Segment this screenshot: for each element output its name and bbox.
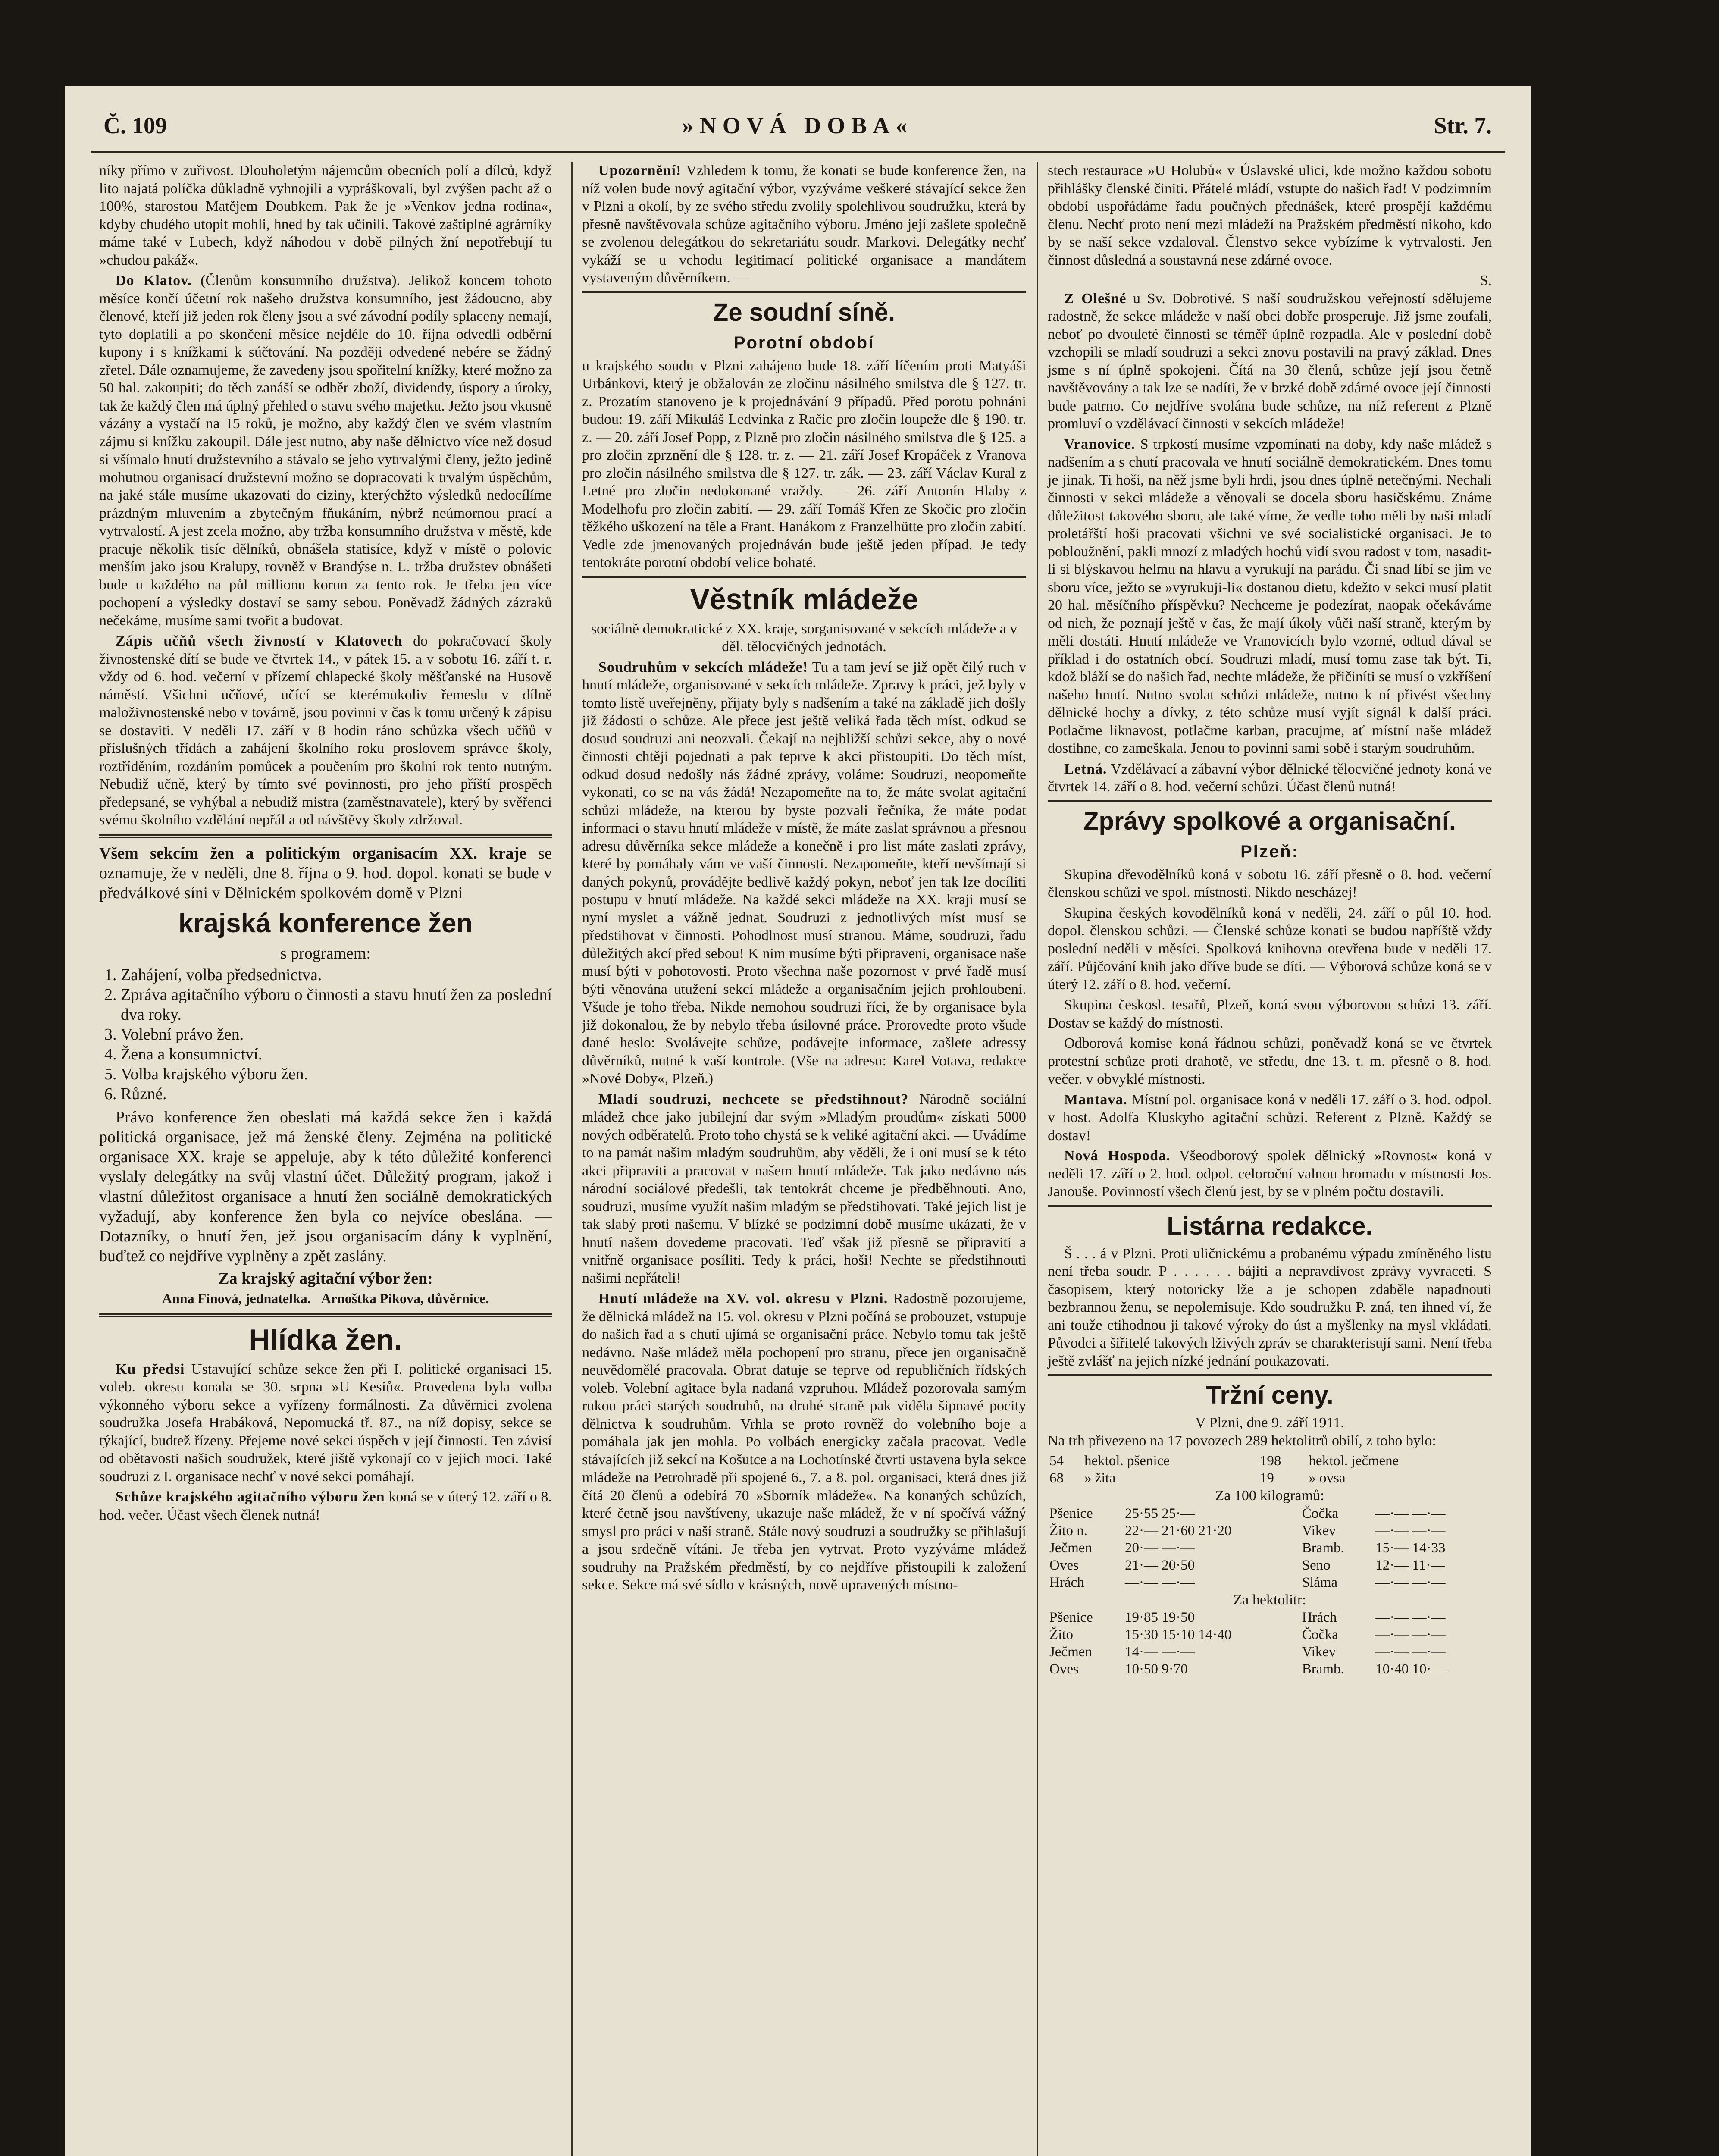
table-cell: Žito	[1049, 1627, 1073, 1642]
table-cell: —·— —·—	[1375, 1523, 1446, 1539]
article-text: Ustavující schůze sekce žen při I. politické organisaci 15. voleb. okresu konala se 30. srpna »U Kesiů«. Provedena byla volba výkonného výboru sekce a vyřízeny formálnosti. Za důvěrnici zvolena soudružka Josefa Hrabáková, Nepomucká tř. 87., na níž dopisy, sekce se týkající, budtež řízeny. Přejeme nové sekci úspěch v její činnosti. Ten závisí od obětavosti našich soudružek, které jiště vykonají co v jejich moci. Také soudruzi z I. organisace nechť v nové sekci pomáhají.	[99, 1361, 552, 1485]
table-row	[1048, 1539, 1492, 1557]
table-row	[1048, 1470, 1492, 1487]
table-cell: Hrách	[1049, 1574, 1084, 1590]
market-per-kg-table	[1048, 1505, 1492, 1591]
article-court: u krajského soudu v Plzni zahájeno bude 18. září líčením proti Matyáši Urbánkovi, který je obžalován ze zločinu násilného smilstva dle § 127. tr. z. Prozatím stanoveno je k projednávání 9 případů. Před porotu pohnáni budou: 19. září Mikuláš Ledvinka z Račic pro zločin loupeže dle § 190. tr. z. — 20. září Josef Popp, z Plzně pro zločin násilného smilstva dle § 125. a pro zločin zprznění dle § 128. tr. z. — 21. září Josef Kropáček z Vranova pro zločin násilného smilstva dle § 127. tr. zák. — 23. září Václav Kural z Letné pro zločin nedokonané vraždy. — 26. září Antonín Hlaby z Modelhofu pro zločin zabití. — 29. září Tomáš Křen ze Skočic pro zločin těžkého uškození na těle a Frant. Hanákom z Franzelhütte pro zločin zabití. Vedle zde jmenovaných projednáván bude ještě jeden případ. Je tedy tentokráte porotní období velice bohaté.	[582, 357, 1026, 570]
table-cell: Sláma	[1302, 1574, 1338, 1590]
table-cell: Vikev	[1302, 1523, 1336, 1539]
notice-body: Právo konference žen obeslati má každá sekce žen i každá politická organisace, jež má ženské členy. Zejména na politické organisace XX. kraje se appeluje, aby k této důležité konferenci vyslaly delegátky na svůj vlastní účet. Důležitý program, jakož i vlastní důležitost organisace a hnutí žen sociálně demokratických vyžadují, aby konference žen byla co nejvíce obeslána. — Dotazníky, o hnutí žen, jež jsou organisacím dány k vyplnění, buďtež co nejdříve vyplněny a zpět zaslány.	[99, 1108, 552, 1265]
newspaper-title: »NOVÁ DOBA«	[682, 113, 914, 138]
notice-item: Odborová komise koná řádnou schůzi, poněvadž koná se ve čtvrtek protestní schůze proti drahotě, ve středu, dne 13. t. m. přesně o 8. hod. večer. v obvyklé místnosti.	[1048, 1035, 1492, 1087]
table-cell: Ječmen	[1049, 1540, 1092, 1556]
article-lead: Do Klatov.	[116, 273, 192, 288]
newspaper-page	[65, 86, 1531, 2156]
listarna-item: Š . . . á v Plzni. Proti uličnickému a probanému výpadu zmíněného listu není třeba soudr. P . . . . . . bájiti a nepravdivost zprávy vyvraceti. S časopisem, který notoricky lže a je schopen zdaběle napadnouti bezbrannou ženu, se nepolemisuje. Kdo soudružku P. zná, ten ihned ví, že ani touže ctihodnou ji takové výroky do úst a myšlenky na mysl vkládati. Původci a šiřitelé takových lživých zpráv se charakterisují sami. Není třeba ještě zvlášť na jejich nízké jednání poukazovati.	[1048, 1245, 1492, 1369]
section-title-spolky: Zprávy spolkové a organisační.	[1083, 807, 1456, 835]
article-signature: S.	[1480, 273, 1492, 288]
divider	[582, 291, 1026, 293]
notice-subtitle: s programem:	[280, 944, 371, 962]
article-lead: Z Olešné	[1064, 290, 1127, 307]
table-row	[1048, 1505, 1492, 1522]
masthead	[91, 103, 1505, 153]
article-text: níky přímo v zuřivost. Dlouholetým nájemcům obecních polí a dílců, když lito najatá políčka důkladně vyhnojili a vypráškovali, byl zvýšen pacht až o 100%, starostou Matějem Doubkem. Pak že je »Venkov jedna rodina«, kdyby chudého utopit mohli, hned by tak učinili. Takové zaštiplné agrárníky máme také v Lubech, když náhodou v době pilných žní nepotřebují tu »chudou pakáž«.	[99, 163, 552, 268]
market-supply-table	[1048, 1452, 1492, 1487]
divider	[582, 576, 1026, 578]
table-cell: Seno	[1302, 1557, 1331, 1573]
table-cell: —·— —·—	[1375, 1505, 1446, 1521]
article-ku-predsi	[99, 1360, 552, 1486]
per-kg-heading: Za 100 kilogramů:	[1215, 1488, 1324, 1504]
program-item: 2. Zpráva agitačního výboru o činnosti a stavu hnutí žen za poslední dva roky.	[121, 985, 552, 1025]
divider	[1048, 800, 1492, 802]
section-title-listarna: Listárna redakce.	[1167, 1212, 1373, 1240]
divider	[99, 834, 552, 838]
article-lead: Schůze krajského agitačního výboru žen	[116, 1489, 385, 1505]
article-text: u Sv. Dobrotivé. S naší soudružskou veřejností sdělujeme radostně, že sekce mládeže v naší obci dobře prosperuje. Již jsme zoufali, neboť po dvouleté činnosti se téměř úplně rozpadla. Ale v poslední době vzchopili se mladí soudruzi a sekci znovu postavili na pravý základ. Dnes jsme s ní úplně spokojeni. Čítá na 30 členů, schůze její jsou četně navštěvovány a tak lze se nadíti, že v brzké době zdárné ovoce její činnosti bude patrno. Co nejdříve svolána bude schůze, na níž referent z Plzně promluví o vzdělávací činnosti v sekcích mládeže!	[1048, 290, 1492, 432]
market-date: V Plzni, dne 9. září 1911.	[1195, 1415, 1344, 1431]
table-row	[1048, 1609, 1492, 1626]
article-text: Místní pol. organisace koná v neděli 17. září o 3. hod. odpol. v host. Adolfa Kluskyho agitační schůzi. Referent z Plzně. Každý se dostav!	[1048, 1091, 1492, 1144]
table-cell: 198	[1259, 1453, 1281, 1469]
column-2	[571, 162, 1026, 2156]
table-cell: Bramb.	[1302, 1540, 1344, 1556]
table-cell: 19	[1259, 1470, 1274, 1486]
article-mladi-soudruzi	[582, 1091, 1026, 1288]
divider	[99, 1313, 552, 1317]
article-lead: Mladí soudruzi, nechcete se předstihnout?	[598, 1091, 909, 1107]
table-cell: —·— —·—	[1375, 1610, 1446, 1625]
article-text: Vzdělávací a zábavní výbor dělnické tělocvičné jednoty koná ve čtvrtek 14. září o 8. hod. večerní schůzi. Účast členů nutná!	[1048, 761, 1492, 795]
table-cell: Čočka	[1302, 1627, 1339, 1642]
program-item: 3. Volební právo žen.	[121, 1025, 552, 1044]
article-text: S trpkostí musíme vzpomínati na doby, kdy naše mládež s nadšením a s chutí pracovala ve hnutí sociálně demokratickém. Dnes tomu je jinak. Ti hoši, na něž jsme byli hrdi, jsou dnes úplně netečnými. Nechali činnosti v sekci mládeže a věnovali se docela sboru hasičskému. Známe důležitost takového sboru, ale také víme, že vedle toho měli by naši mladí proletářští hoši pracovati všichni ve své socialistické organisaci. Je to pobloužnění, pakli mnozí z mladých hochů vidí svou radost v tom, nasadit-li si blýskavou helmu na hlavu a vyrukují na parádu. Či snad líbí se jim ve sboru více, ježto se »vyrukuji-li« dostanou dietu, kdežto v sekci musí platit 20 hal. měsíčního příspěvku? Nechceme je podezírat, naopak očekáváme od nich, že poznají ještě v čas, že mají úkoly vůči naší straně, kterým by měli dostáti. Hnutí mládeže ve Vranovicích bylo vzorné, odtud dával se příklad i do ostatních obcí. Soudruzi mladí, musí tomu zase tak být. Ti, kdož bláží se do našich řad, nechte mládeže, že přičiníti se musí o vzkříšení našeho hnutí. Nutno svolat schůzi mládeže, nutno k ní přivést všechny dělnické hochy a dívky, z této schůze musí vyjít signál k další práci. Potlačme liknavost, potlačme karban, pracujme, ať místní naše mládež dostihne, co zameškala. Jenou to povinni sami sobě i starým soudruhům.	[1048, 436, 1492, 756]
market-intro: Na trh přivezeno na 17 povozech 289 hektolitrů obilí, z toho bylo:	[1048, 1432, 1436, 1449]
article-text: Radostně pozorujeme, že dělnická mládež na 15. vol. okresu v Plzni počíná se probouzet, vstupuje do našich řad a s chutí ujímá se organisační práce. Nebylo tomu tak ještě nedávno. Naše mládež měla pochopení pro stranu, přece jen organisačně neuvědomělé pracovala. Obrat datuje se teprve od republičních řídských voleb. Volební agitace byla nadaná vzpruhou. Mládež pozorovala samým rukou práci starých soudruhů, na druhé straně pak viděla šipnavé pocity dělnictva k soudruhům. Vrhla se proto rovněž do volebního boje a pomáhala jak jen mohla. Po volbách energicky začala pracovat. Vedle stávajících již sekcí na Košutce a na Lochotínské čtvrti ustavena byla sekce mládeže na Petrohradě při spojené 6., 7. a 8. pol. organisaci, která dnes již čítá 20 členů a odebírá 70 »Sborník mládeže«. Na konaných schůzích, které četně jsou navštíveny, ukazuje naše mládež, že v ní spočívá vážný smysl pro práci v naší straně. Stále nový soudruzi a soudružky se přihlašují a jsou srdečně vítáni. Je třeba jen vytrvat. Proto vyzýváme mládež soudruhy na Pražském předměstí, by co nejdříve přistoupili k založení sekce. Sekce má své sídlo v krásných, nově upravených místno-	[582, 1291, 1026, 1593]
table-cell: 22·— 21·60 21·20	[1124, 1523, 1232, 1539]
section-title-hlidka: Hlídka žen.	[249, 1323, 402, 1356]
article-lead: Ku předsi	[116, 1361, 185, 1377]
table-cell: 25·55 25·—	[1124, 1505, 1195, 1521]
divider	[1048, 1205, 1492, 1207]
table-cell: —·— —·—	[1375, 1627, 1446, 1642]
program-item: 1. Zahájení, volba předsednictva.	[121, 965, 552, 985]
table-cell: Čočka	[1302, 1505, 1339, 1521]
table-cell: 15·— 14·33	[1375, 1540, 1446, 1556]
article-letna	[1048, 760, 1492, 796]
article-zapis-ucnu	[99, 632, 552, 829]
article-lead: Letná.	[1064, 761, 1107, 777]
issue-number: Č. 109	[103, 113, 167, 138]
table-row	[1048, 1661, 1492, 1678]
article-lead: Nová Hospoda.	[1064, 1148, 1171, 1164]
table-cell: 15·30 15·10 14·40	[1124, 1627, 1232, 1642]
section-subtitle-court: Porotní období	[733, 333, 875, 352]
signature-jednatelka: Anna Finová, jednatelka.	[162, 1290, 311, 1306]
article-text: Vzhledem k tomu, že konati se bude konference žen, na níž volen bude nový agitační výbor, vyzýváme veškeré stávající sekce žen v Plzni a okolí, by ze svého středu zvolily spolehlivou soudružku, která by přesně navštěvovala schůze agitačního výboru. Jméno její zašlete společně se zvolenou delegátkou do sekretariátu soudr. Markovi. Delegátky nechť vykáží se u vchodu legitimací politické organisace a mandátem vystaveným důvěrníkem. —	[582, 163, 1026, 286]
table-cell: Hrách	[1302, 1610, 1337, 1625]
article-lead: Mantava.	[1064, 1091, 1127, 1108]
article-text: (Členům konsumního družstva). Jelikož koncem tohoto měsíce končí účetní rok našeho družstva konsumního, jest žádoucno, aby členové, kteří již jeden rok členy jsou a své závodní podíly splaceny nemají, tyto doplatili a po skončení měsíce nejdéle do 10. října odvedli odběrní kupony i s knížkami k súčtování. Na později odvedené nebére se žádný zřetel. Dále oznamujeme, že zavedeny jsou spořitelní knížky, které možno za 50 hal. zakoupiti; do těch zanáší se odběr zboží, dividendy, úspory a úroky, tak že každý člen má úplný přehled o stavu svého majetku. Ježto jsou vkusně vázány a vystačí na 15 roků, je možno, aby každý člen ve svém vlastním zájmu si knížku zakoupil. Dále jest nutno, aby naše dělnictvo více než dosud si všímalo hnutí družstevního a stávalo se jeho vytrvalými členy, ježto jedině mohutnou organisací družstevní možno se dopracovati k trvalým úspěchům, na jaké stále musíme ukazovati do ciziny, kterýchžto výsledků nedocílíme prázdným mluvením a zbytečným fňukáním, nýbrž neúmornou prací a vytrvalostí. A jest zcela možno, aby tržba konsumního družstva v městě, kde pracuje několik tisíc dělníků, obnášela statisíce, když v místě o polovic menším jako jsou Kralupy, rovněž v Brandýse n. L. tržba družstev obnášeti bude u každého na půl millionu korun za tento rok. Je třeba jen více pochopení a výsledky dostaví se samy sebou. Poněvadž žádných zázraků nečekáme, musíme sami tvořit a budovat.	[99, 273, 552, 629]
table-cell: 68	[1049, 1470, 1064, 1486]
table-cell: Ječmen	[1049, 1644, 1092, 1660]
table-cell: Oves	[1049, 1661, 1079, 1677]
table-cell: » žita	[1084, 1470, 1116, 1486]
table-row	[1048, 1626, 1492, 1643]
market-per-hl-table	[1048, 1609, 1492, 1678]
table-cell: —·— —·—	[1375, 1644, 1446, 1660]
table-cell: 14·— —·—	[1124, 1644, 1195, 1660]
table-row	[1048, 1557, 1492, 1574]
table-cell: —·— —·—	[1375, 1574, 1446, 1590]
table-cell: 20·— —·—	[1124, 1540, 1195, 1556]
article-upozorneni	[582, 162, 1026, 287]
signature-duvernice: Arnoštka Pikova, důvěrnice.	[321, 1290, 489, 1306]
article-text: stech restaurace »U Holubů« v Úslavské ulici, kde možno každou sobotu přihlášky členské činiti. Přátelé mládí, vstupte do našich řad! V podzimním období uspořádáme řadu poučných přednášek, které prospějí každému členu. Nechť proto není mezi mládeží na Pražském předměstí nikoho, kdo by se naší sekce vzdaloval. Členstvo sekce vybízíme k vytrvalosti. Jen činnost důsledná a soustavná nese zdárné ovoce.	[1048, 163, 1492, 268]
section-subtitle-spolky: Plzeň:	[1240, 842, 1299, 861]
table-row	[1048, 1522, 1492, 1539]
article-text: Tu a tam jeví se již opět čilý ruch v hnutí mládeže, organisované v sekcích mládeže. Zpravy k práci, jež byly v tomto listě uveřejněny, přijaty byly s nadšením a také na základě jich došly již žádosti o schůze. Ale přece jest ještě veliká řada těch míst, odkud se dosud soudruzi ani neozvali. Čekají na nejbližší schůzi sekce, aby o nové činnosti chtěji pojednati a pak teprve k akci přistoupiti. Do těch míst, odkud dosud nedošly nás žádné zprávy, voláme: Soudruzi, neopomeňte vykonati, co se na vás žádá! Nezapomeňte na to, že máte svolat agitační schůzi mládeže, na kterou by byste pozvali řečníka, že máte podat informaci o stavu hnutí mládeže v místě, že máte zaslat správnou a přesnou adresu důvěrníka sekce mládeže a konečně i pro list máte zaslati zprávy, které by pomáhaly vám ve vaší činnosti. Nezapomeňte, kteří nevšímají si daných pokynů, provádějte bedlivě každý pokyn, neboť jen tak lze docíliti postupu v hnutí mládeže. Na každé sekci mládeže na XX. kraji musí se nyní myslet a vážně jednat. Soudruzi z jednotlivých míst musí se předstihovat v činnosti. Pohodlnost musí stranou. Máme, soudruzi, řadu důležitých akcí před sebou! K nim musíme býti připraveni, organisace naše musí býti v pohotovosti. Proto všechna naše pozornost v prvé řadě musí býti věnována utužení sekcí mládeže a organisačním jejich prohloubení. Všude je toho třeba. Nikde nemohou soudruzi říci, že by organisace byla již dokonalou, že by nebylo třeba úsilovné práce. Prorovedte proto všude dané heslo: Svolávejte schůze, podávejte informace, zašlete adressy důvěrníků, nutné k vaší kontrole. (Vše na adresu: Karel Votava, redakce »Nové Doby«, Plzeň.)	[582, 659, 1026, 1087]
article-text: do pokračovací školy živnostenské dítí se bude ve čtvrtek 14., v pátek 15. a v sobotu 16. září t. r. vždy od 6. hod. večerní v přízemí chlapecké školy měšťanské na Husově náměstí. Všichni učňové, učící se kterémukoliv řemeslu v dílně maloživnostenské nebo v továrně, jsou povinni v čas k tomu určený k zápisu se dostaviti. V neděli 17. září v 8 hodin ráno schůzka všech učňů v příslušných třídách a zahájení školního roku proslovem správce školy, roztříděním, rozdáním pomůcek a poučením pro školní rok tento nutným. Nebudiž učně, který by tímto své povinnosti, pro jeho příští prospěch předepsané, se vyhýbal a nebudiž mistra (zaměstnavatele), který by svěřenci svému školního vzdělání nepřál a od návštěvy školy zdržoval.	[99, 633, 552, 828]
table-row	[1048, 1643, 1492, 1661]
notice-item: Skupina českých kovodělníků koná v neděli, 24. září o půl 10. hod. dopol. členskou schůzi. — Členské schůze konati se budou napříště vždy poslední neděli v měsíci. Spolková knihovna otevřena bude v neděli 17. září. Půjčování knih jako dříve bude se díti. — Výborová schůze koná se v úterý 12. září o 8. hod. večerní.	[1048, 905, 1492, 993]
table-cell: 10·50 9·70	[1124, 1661, 1188, 1677]
table-cell: 21·— 20·50	[1124, 1557, 1195, 1573]
table-cell: Oves	[1049, 1557, 1079, 1573]
table-cell: Žito n.	[1049, 1523, 1087, 1539]
table-cell: Vikev	[1302, 1644, 1336, 1660]
program-item: 6. Různé.	[121, 1084, 552, 1104]
table-cell: 19·85 19·50	[1124, 1610, 1195, 1625]
notice-intro: se oznamuje, že v neděli, dne 8. října o 9. hod. dopol. konati se bude v předválkové síni v Dělnickém spolkovém domě v Plzni	[99, 844, 552, 902]
table-cell: » ovsa	[1309, 1470, 1346, 1486]
notice-signature-head: Za krajský agitační výbor žen:	[218, 1269, 433, 1288]
table-row	[1048, 1574, 1492, 1591]
notice-item-nova-hospoda	[1048, 1147, 1492, 1201]
article-vranovice	[1048, 436, 1492, 758]
program-list	[99, 965, 552, 1104]
article-hnuti-mladeze	[582, 1290, 1026, 1594]
table-row	[1048, 1452, 1492, 1470]
notice-item: Skupina dřevodělníků koná v sobotu 16. září přesně o 8. hod. večerní členskou schůzi ve spol. místnosti. Nikdo nescházej!	[1048, 866, 1492, 900]
article-text: Všeodborový spolek dělnický »Rovnost« koná v neděli 17. září o 2. hod. odpol. celoroční valnou hromadu v místnosti Jos. Janouše. Povinností všech členů jest, by se v plném počtu dostavili.	[1048, 1148, 1492, 1200]
table-cell: hektol. pšenice	[1084, 1453, 1170, 1469]
article-olesna	[1048, 290, 1492, 433]
divider	[1048, 1374, 1492, 1376]
per-hl-heading: Za hektolitr:	[1233, 1592, 1306, 1608]
table-cell: Bramb.	[1302, 1661, 1344, 1677]
notice-intro-bold: Všem sekcím žen a politickým organisacím XX. kraje	[99, 844, 526, 862]
article-text: koná se v úterý 12. září o 8. hod. večer. Účast všech členek nutná!	[99, 1489, 552, 1523]
notice-signatures	[99, 1288, 552, 1308]
conference-notice	[99, 843, 552, 1308]
table-cell: Pšenice	[1049, 1505, 1093, 1521]
table-cell: Pšenice	[1049, 1610, 1093, 1625]
article-lead: Vranovice.	[1064, 436, 1136, 452]
article-schuze-vyboru	[99, 1488, 552, 1524]
table-cell: 54	[1049, 1453, 1064, 1469]
section-title-court: Ze soudní síně.	[713, 298, 896, 326]
article-text: Národně sociální mládež chce jako jubilejní dar svým »Mladým proudům« získati 5000 nových odběratelů. Proto toho chystá se k veliké agitační akci. — Uvádíme to na památ našim mladým soudruhům, aby věděli, že i oni musí se k této akci připraviti a pracovat v našem hnutí mládeže. Tak jako nedávno nás národní sociálové předešli, tak tentokrát chceme je předběhnouti. Ano, soudruzi, musíme využít našim mladým se předstihovati. Také jejich list je tak slabý proti našemu. V blízké se podzimní době musíme ukázati, že v hnutí našem dovedeme pracovati. Teď však již přesně se připraviti a vnitřně organisace posíliti. Tedy k práci, hoši! Nechte se předstihnouti našimi nepřáteli!	[582, 1091, 1026, 1286]
notice-item: Skupina českosl. tesařů, Plzeň, koná svou výborovou schůzi 13. září. Dostav se každý do místnosti.	[1048, 997, 1492, 1031]
article-soudruhum	[582, 658, 1026, 1088]
program-item: 5. Volba krajského výboru žen.	[121, 1064, 552, 1084]
table-cell: —·— —·—	[1124, 1574, 1195, 1590]
notice-item-mantava	[1048, 1091, 1492, 1145]
page-number: Str. 7.	[1434, 113, 1492, 138]
table-cell: hektol. ječmene	[1309, 1453, 1399, 1469]
section-title-vestnik: Věstník mládeže	[690, 583, 918, 616]
section-title-trzni: Tržní ceny.	[1206, 1381, 1334, 1409]
article-klatovy	[99, 272, 552, 630]
notice-title: krajská konference žen	[178, 908, 473, 938]
table-cell: 12·— 11·—	[1375, 1557, 1445, 1573]
program-item: 4. Žena a konsumnictví.	[121, 1044, 552, 1064]
table-cell: 10·40 10·—	[1375, 1661, 1446, 1677]
article-lead: Soudruhům v sekcích mládeže!	[598, 659, 808, 675]
column-3	[1037, 162, 1492, 2156]
column-1	[99, 162, 552, 2156]
section-subtitle-vestnik: sociálně demokratické z XX. kraje, sorganisované v sekcích mládeže a v děl. tělocvičných jednotách.	[591, 620, 1018, 655]
article-lead: Hnutí mládeže na XV. vol. okresu v Plzni.	[598, 1291, 888, 1307]
article-lead: Upozornění!	[598, 163, 682, 179]
article-lead: Zápis učňů všech živností v Klatovech	[116, 633, 403, 649]
